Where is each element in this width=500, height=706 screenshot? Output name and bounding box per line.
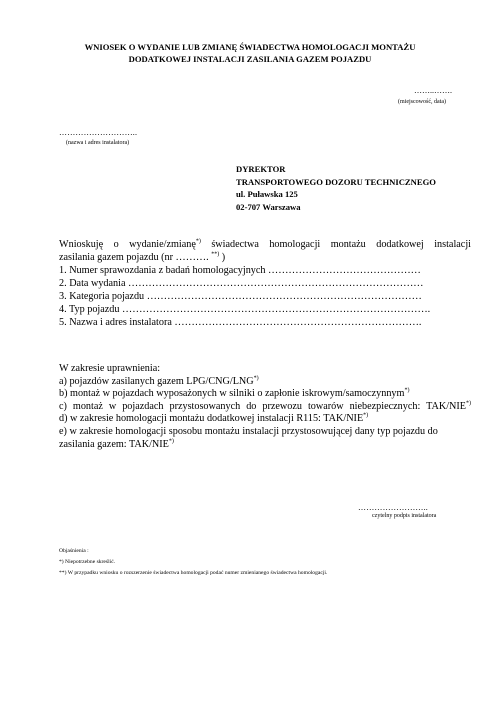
request-item-2: 2. Data wydania ……………………………………………………………………………	[59, 278, 424, 289]
scope-item-a-text: a) pojazdów zasilanych gazem LPG/CNG/LNG	[59, 375, 254, 387]
addressee-line-3: ul. Puławska 125	[236, 189, 298, 199]
request-item-3: 3. Kategoria pojazdu ………………………………………………………………………	[59, 291, 422, 302]
document-title	[60, 41, 440, 65]
scope-item-c-sup: *)	[466, 400, 471, 407]
scope-item-a-sup: *)	[253, 375, 259, 382]
request-item-1: 1. Numer sprawozdania z badań homologacyjnych ………………………………………	[59, 265, 421, 276]
request-section	[59, 238, 471, 329]
scope-item-e-sup: *)	[168, 438, 174, 445]
signature-field: ……………………..	[358, 503, 428, 512]
request-item-5: 5. Nazwa i adres instalatora ……………………………………………………………….	[59, 317, 422, 328]
note-2: **) W przypadku wniosku o rozszerzenie świadectwa homologacji podać numer zmienianego świadectwa homologacji.	[59, 570, 328, 576]
notes-heading: Objaśnienia :	[59, 548, 89, 554]
installer-caption: (nazwa i adres instalatora)	[66, 140, 130, 146]
scope-intro: W zakresie uprawnienia:	[59, 363, 161, 374]
place-date-caption: (miejscowość, data)	[398, 99, 446, 105]
request-line-2	[59, 251, 471, 264]
request-line-2-end: )	[219, 252, 226, 263]
addressee-line-2: TRANSPORTOWEGO DOZORU TECHNICZNEGO	[236, 176, 436, 187]
scope-item-e-line-2	[59, 439, 471, 452]
note-1: *) Niepotrzebne skreślić.	[59, 559, 116, 565]
scope-section	[59, 363, 471, 451]
title-line-2: DODATKOWEJ INSTALACJI ZASILANIA GAZEM POJAZDU	[128, 54, 372, 64]
request-line-1-rest: świadectwa homologacji montażu dodatkowej instalacji	[200, 239, 471, 250]
scope-item-e-text: zasilania gazem: TAK/NIE	[59, 438, 169, 450]
request-line-2-sup: **)	[211, 251, 220, 258]
scope-item-b-text: b) montaż w pojazdach wyposażonych w silniki o zapłonie iskrowym/samoczynnym	[59, 388, 405, 400]
request-item-4: 4. Typ pojazdu ……………………………………………………………………………….	[59, 304, 431, 315]
addressee-block	[236, 163, 436, 213]
scope-item-c	[59, 401, 471, 414]
addressee-line-1: DYREKTOR	[236, 164, 286, 174]
scope-item-d	[59, 413, 471, 426]
place-date-field: ……..…….	[414, 86, 452, 95]
scope-item-e-line-1: e) w zakresie homologacji sposobu montażu instalacji przystosowującej dany typ pojazdu do	[59, 425, 438, 437]
scope-item-d-text: d) w zakresie homologacji montażu dodatkowej instalacji R115: TAK/NIE	[59, 413, 364, 425]
request-line-1	[59, 238, 471, 251]
notes-section	[59, 546, 327, 579]
installer-field: ………………………..	[59, 128, 138, 137]
scope-item-a	[59, 376, 471, 389]
scope-item-b-sup: *)	[404, 387, 410, 394]
scope-item-c-text: c) montaż w pojazdach przystosowanych do przewozu towarów niebezpiecznych: TAK/NIE	[59, 400, 466, 412]
signature-caption: czytelny podpis instalatora	[372, 513, 437, 519]
request-line-2-text: zasilania gazem pojazdu (nr ……….	[59, 252, 212, 263]
title-line-1: WNIOSEK O WYDANIE LUB ZMIANĘ ŚWIADECTWA HOMOLOGACJI MONTAŻU	[84, 42, 416, 52]
request-line-1-sup: *)	[195, 238, 201, 245]
request-line-1-text: Wnioskuję o wydanie/zmianę	[59, 239, 196, 250]
scope-item-b	[59, 388, 471, 401]
addressee-line-4: 02-707 Warszawa	[236, 201, 301, 212]
scope-item-d-sup: *)	[363, 412, 369, 419]
